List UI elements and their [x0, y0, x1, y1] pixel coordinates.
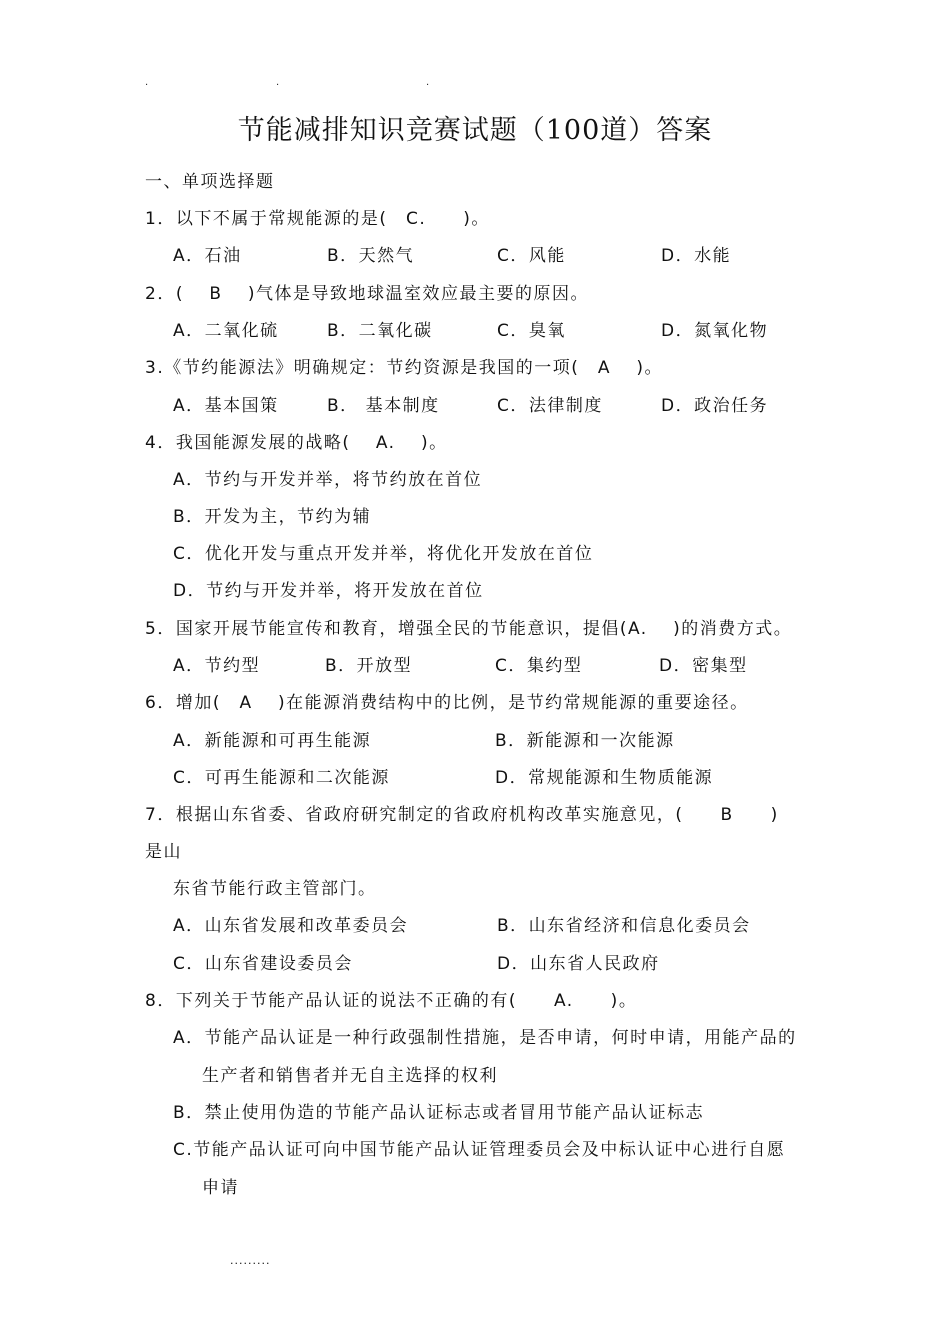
- question-7-stem-cont: 是山: [145, 842, 182, 862]
- question-8-option-c: C.节能产品认证可向中国节能产品认证管理委员会及中标认证中心进行自愿: [173, 1140, 786, 1160]
- question-7-option-b: B．山东省经济和信息化委员会: [497, 916, 751, 936]
- question-6-stem: 6．增加( A )在能源消费结构中的比例，是节约常规能源的重要途径。: [145, 693, 749, 713]
- section-heading: 一、单项选择题: [145, 172, 275, 192]
- question-3-option-c: C．法律制度: [497, 396, 603, 416]
- question-1-option-d: D．水能: [661, 246, 732, 266]
- page-title: 节能减排知识竞赛试题（100道）答案: [237, 115, 713, 146]
- question-8-option-a-cont: 生产者和销售者并无自主选择的权利: [202, 1066, 498, 1086]
- question-7-option-d: D．山东省人民政府: [497, 954, 660, 974]
- question-4-option-b: B．开发为主，节约为辅: [173, 507, 372, 527]
- question-2-option-d: D．氮氧化物: [661, 321, 769, 341]
- question-7-stem-cont: 东省节能行政主管部门。: [173, 879, 377, 899]
- question-2-option-c: C．臭氧: [497, 321, 566, 341]
- header-dot: .: [145, 77, 149, 88]
- question-3-stem: 3.《节约能源法》明确规定：节约资源是我国的一项( A )。: [145, 358, 664, 378]
- question-5-stem: 5．国家开展节能宣传和教育，增强全民的节能意识，提倡(A. )的消费方式。: [145, 619, 793, 639]
- question-8-option-a: A．节能产品认证是一种行政强制性措施，是否申请，何时申请，用能产品的: [173, 1028, 797, 1048]
- question-3-option-b: B． 基本制度: [327, 396, 440, 416]
- question-4-option-a: A．节约与开发并举，将节约放在首位: [173, 470, 483, 490]
- question-5-option-d: D．密集型: [659, 656, 748, 676]
- question-3-option-d: D．政治任务: [661, 396, 769, 416]
- question-7-option-c: C．山东省建设委员会: [173, 954, 353, 974]
- question-4-option-c: C．优化开发与重点开发并举，将优化开发放在首位: [173, 544, 594, 564]
- question-8-option-b: B．禁止使用伪造的节能产品认证标志或者冒用节能产品认证标志: [173, 1103, 705, 1123]
- question-1-option-b: B．天然气: [327, 246, 415, 266]
- page-footer: .........: [230, 1254, 271, 1267]
- question-1-option-c: C．风能: [497, 246, 566, 266]
- question-6-option-d: D．常规能源和生物质能源: [495, 768, 714, 788]
- question-2-option-a: A．二氧化硫: [173, 321, 279, 341]
- question-7-option-a: A．山东省发展和改革委员会: [173, 916, 409, 936]
- question-6-option-c: C．可再生能源和二次能源: [173, 768, 390, 788]
- question-8-stem: 8．下列关于节能产品认证的说法不正确的有( A. )。: [145, 991, 638, 1011]
- question-6-option-b: B．新能源和一次能源: [495, 731, 675, 751]
- question-6-option-a: A．新能源和可再生能源: [173, 731, 372, 751]
- question-5-option-c: C．集约型: [495, 656, 583, 676]
- question-2-stem: 2．( B )气体是导致地球温室效应最主要的原因。: [145, 284, 590, 304]
- question-1-stem: 1．以下不属于常规能源的是( C. )。: [145, 209, 490, 229]
- header-dot: .: [426, 77, 430, 88]
- question-2-option-b: B．二氧化碳: [327, 321, 433, 341]
- question-3-option-a: A．基本国策: [173, 396, 279, 416]
- question-7-stem: 7．根据山东省委、省政府研究制定的省政府机构改革实施意见，( B ): [145, 805, 779, 825]
- question-5-option-a: A．节约型: [173, 656, 261, 676]
- question-4-stem: 4．我国能源发展的战略( A. )。: [145, 433, 448, 453]
- question-5-option-b: B．开放型: [325, 656, 413, 676]
- question-8-option-c-cont: 申请: [202, 1178, 239, 1198]
- question-1-option-a: A．石油: [173, 246, 242, 266]
- header-dot: .: [276, 77, 280, 88]
- question-4-option-d: D．节约与开发并举，将开发放在首位: [173, 581, 484, 601]
